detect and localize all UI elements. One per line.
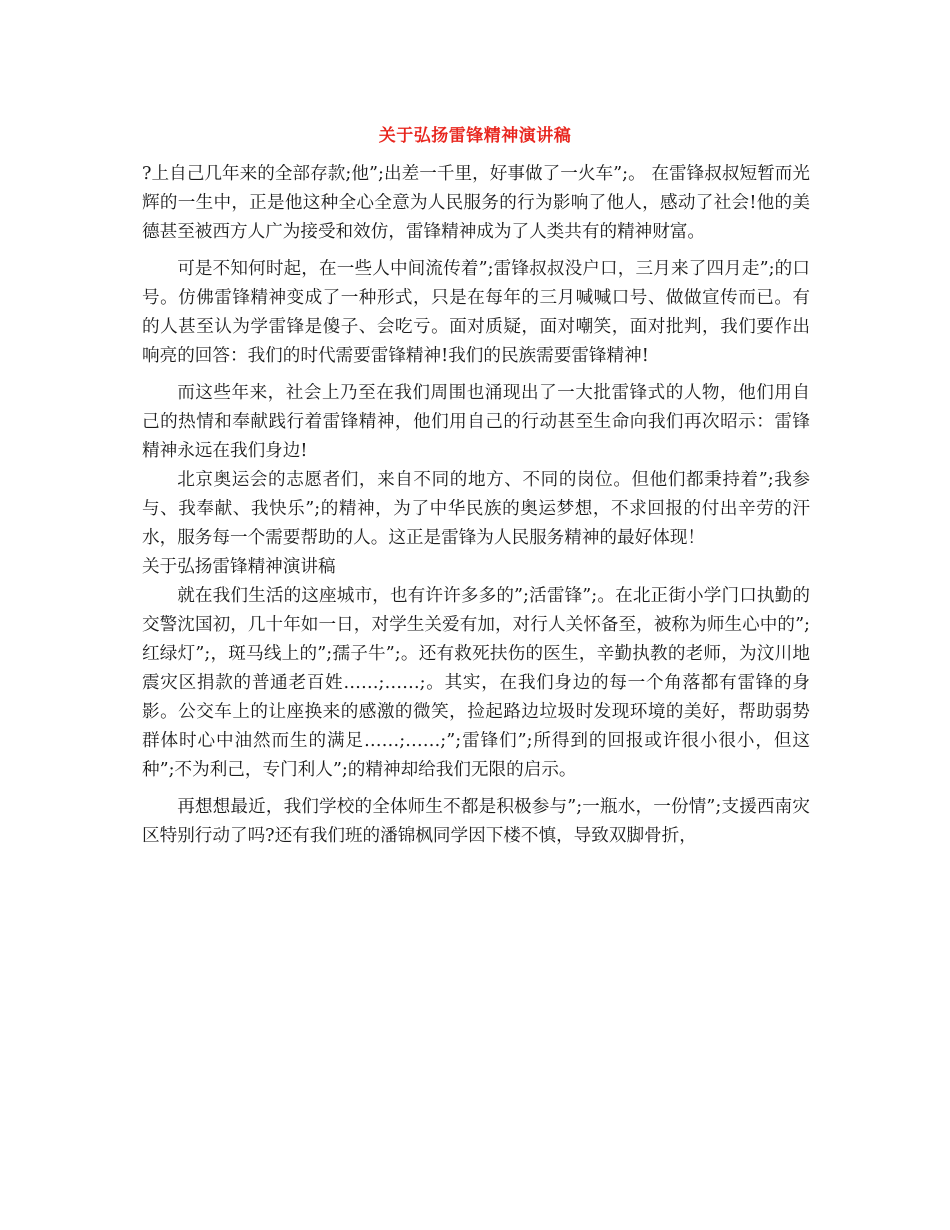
document-title: 关于弘扬雷锋精神演讲稿 bbox=[378, 126, 572, 146]
paragraph-5: 就在我们生活的这座城市，也有许许多多的”;活雷锋”;。在北正街小学门口执勤的交警沈国初，几十年如一日，对学生关爱有加，对行人关怀备至，被称为师生心中的”;红绿灯”;，斑马线上的”;孺子牛”;。还有救死扶伤的医生，辛勤执教的老师，为汶川地震灾区捐款的普通老百姓……;……;。其实，在我们身边的每一个角落都有雷锋的身影。公交车上的让座换来的感激的微笑，捡起路边垃圾时发现环境的美好，帮助弱势群体时心中油然而生的满足……;……;”;雷锋们”;所得到的回报或许很小很小，但这种”;不为利己，专门利人”;的精神却给我们无限的启示。 bbox=[142, 586, 810, 780]
inline-heading: 关于弘扬雷锋精神演讲稿 bbox=[142, 557, 336, 577]
paragraph-1: ?上自己几年来的全部存款;他”;出差一千里，好事做了一火车”;。 在雷锋叔叔短暂而光辉的一生中，正是他这种全心全意为人民服务的行为影响了他人，感动了社会!他的美德甚至被西方人广为接受和效仿，雷锋精神成为了人类共有的精神财富。 bbox=[142, 164, 810, 242]
paragraph-6: 再想想最近，我们学校的全体师生不都是积极参与”;一瓶水，一份情”;支援西南灾区特别行动了吗?还有我们班的潘锦枫同学因下楼不慎，导致双脚骨折， bbox=[142, 797, 810, 846]
paragraph-2: 可是不知何时起，在一些人中间流传着”;雷锋叔叔没户口，三月来了四月走”;的口号。仿佛雷锋精神变成了一种形式，只是在每年的三月喊喊口号、做做宣传而已。有的人甚至认为学雷锋是傻子、会吃亏。面对质疑，面对嘲笑，面对批判，我们要作出响亮的回答：我们的时代需要雷锋精神!我们的民族需要雷锋精神! bbox=[142, 259, 810, 366]
paragraph-4: 北京奥运会的志愿者们，来自不同的地方、不同的岗位。但他们都秉持着”;我参与、我奉献、我快乐”;的精神，为了中华民族的奥运梦想，不求回报的付出辛劳的汗水，服务每一个需要帮助的人。这正是雷锋为人民服务精神的最好体现！ bbox=[142, 470, 810, 548]
document-body bbox=[142, 160, 810, 851]
paragraph-3: 而这些年来，社会上乃至在我们周围也涌现出了一大批雷锋式的人物，他们用自己的热情和奉献践行着雷锋精神，他们用自己的行动甚至生命向我们再次昭示：雷锋精神永远在我们身边! bbox=[142, 383, 810, 461]
